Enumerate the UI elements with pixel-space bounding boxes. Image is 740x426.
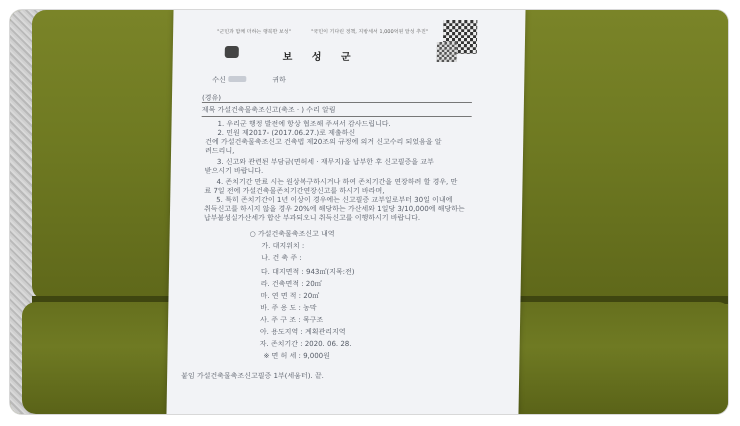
item-row: 사. 주 구 조 : 목구조 xyxy=(260,316,324,324)
item-row: 자. 존치기간 : 2020. 06. 28. xyxy=(259,340,352,348)
item-row: 나. 건 축 주 : xyxy=(261,254,302,262)
document-title: 보 성 군 xyxy=(282,52,359,63)
item-row: 마. 연 면 적 : 20㎡ xyxy=(260,292,320,300)
paragraph-1: 1. 우리군 행정 발전에 항상 협조해 주셔서 감사드립니다. xyxy=(217,120,391,128)
item-row: 바. 주 용 도 : 농막 xyxy=(260,304,317,312)
paragraph-4: 4. 존치기간 만료 시는 원상복구하시거나 하여 존치기간을 연장하려 할 경우, 만 xyxy=(216,178,458,186)
item-row: 가. 대지위치 : xyxy=(261,242,305,250)
item-row: 라. 건축면적 : 20㎡ xyxy=(260,280,322,288)
recipient-value: 귀하 xyxy=(272,76,286,84)
divider-line-2 xyxy=(202,116,472,117)
recipient-label: 수신 xyxy=(212,76,226,84)
divider-line xyxy=(202,102,472,103)
paragraph-3b: 받으시기 바랍니다. xyxy=(204,167,264,175)
attachment-line: 붙임 가설건축물축조신고필증 1부(세움터). 끝. xyxy=(181,372,324,380)
slogan-left: "군민과 함께 더하는 행복한 보성" xyxy=(217,29,291,35)
paragraph-5: 5. 특히 존치기간이 1년 이상이 경우에는 신고필증 교부일로부터 30일 이내에 xyxy=(216,196,453,204)
paragraph-2c: 려드리니, xyxy=(204,147,235,155)
paragraph-2: 2. 민원 제2017- (2017.06.27.)로 제출하신 xyxy=(217,129,356,137)
photo-frame xyxy=(10,10,728,414)
official-document xyxy=(166,10,525,414)
paragraph-5c: 납부불성실가산세가 합산 부과되오니 취득신고를 이행하시기 바랍니다. xyxy=(203,214,421,222)
via-label: (경유) xyxy=(201,94,222,102)
paragraph-3: 3. 신고와 관련된 부담금(면허세 · 재무지)을 납부한 후 신고필증을 교부 xyxy=(216,158,434,166)
paragraph-4b: 료 7일 전에 가설건축물존치기간연장신고를 하시기 바라며, xyxy=(204,187,385,195)
qr-code-small-icon xyxy=(437,42,457,62)
subject-line: 제목 가설건축물축조신고(축조 · ) 수리 알림 xyxy=(201,106,336,114)
item-row: 아. 용도지역 : 계획관리지역 xyxy=(259,328,346,336)
item-row: ※ 면 허 세 : 9,000원 xyxy=(263,352,330,360)
county-logo-icon xyxy=(225,46,239,58)
paragraph-2b: 건에 가설건축물축조신고 건축법 제20조의 규정에 의거 신고수리 되었음을 알 xyxy=(205,138,442,146)
section-title: ○ 가설건축물축조신고 내역 xyxy=(249,230,335,238)
paragraph-5b: 취득신고를 하시지 않을 경우 20%에 해당하는 가산세와 1일당 3/10,000에 해당하는 xyxy=(203,205,465,213)
slogan-right: "국민이 기다린 정책, 지방세서 1,000억원 달성 추진" xyxy=(311,29,429,35)
item-row: 다. 대지면적 : 943㎡(지목:전) xyxy=(260,268,355,276)
redacted-name xyxy=(228,76,246,82)
